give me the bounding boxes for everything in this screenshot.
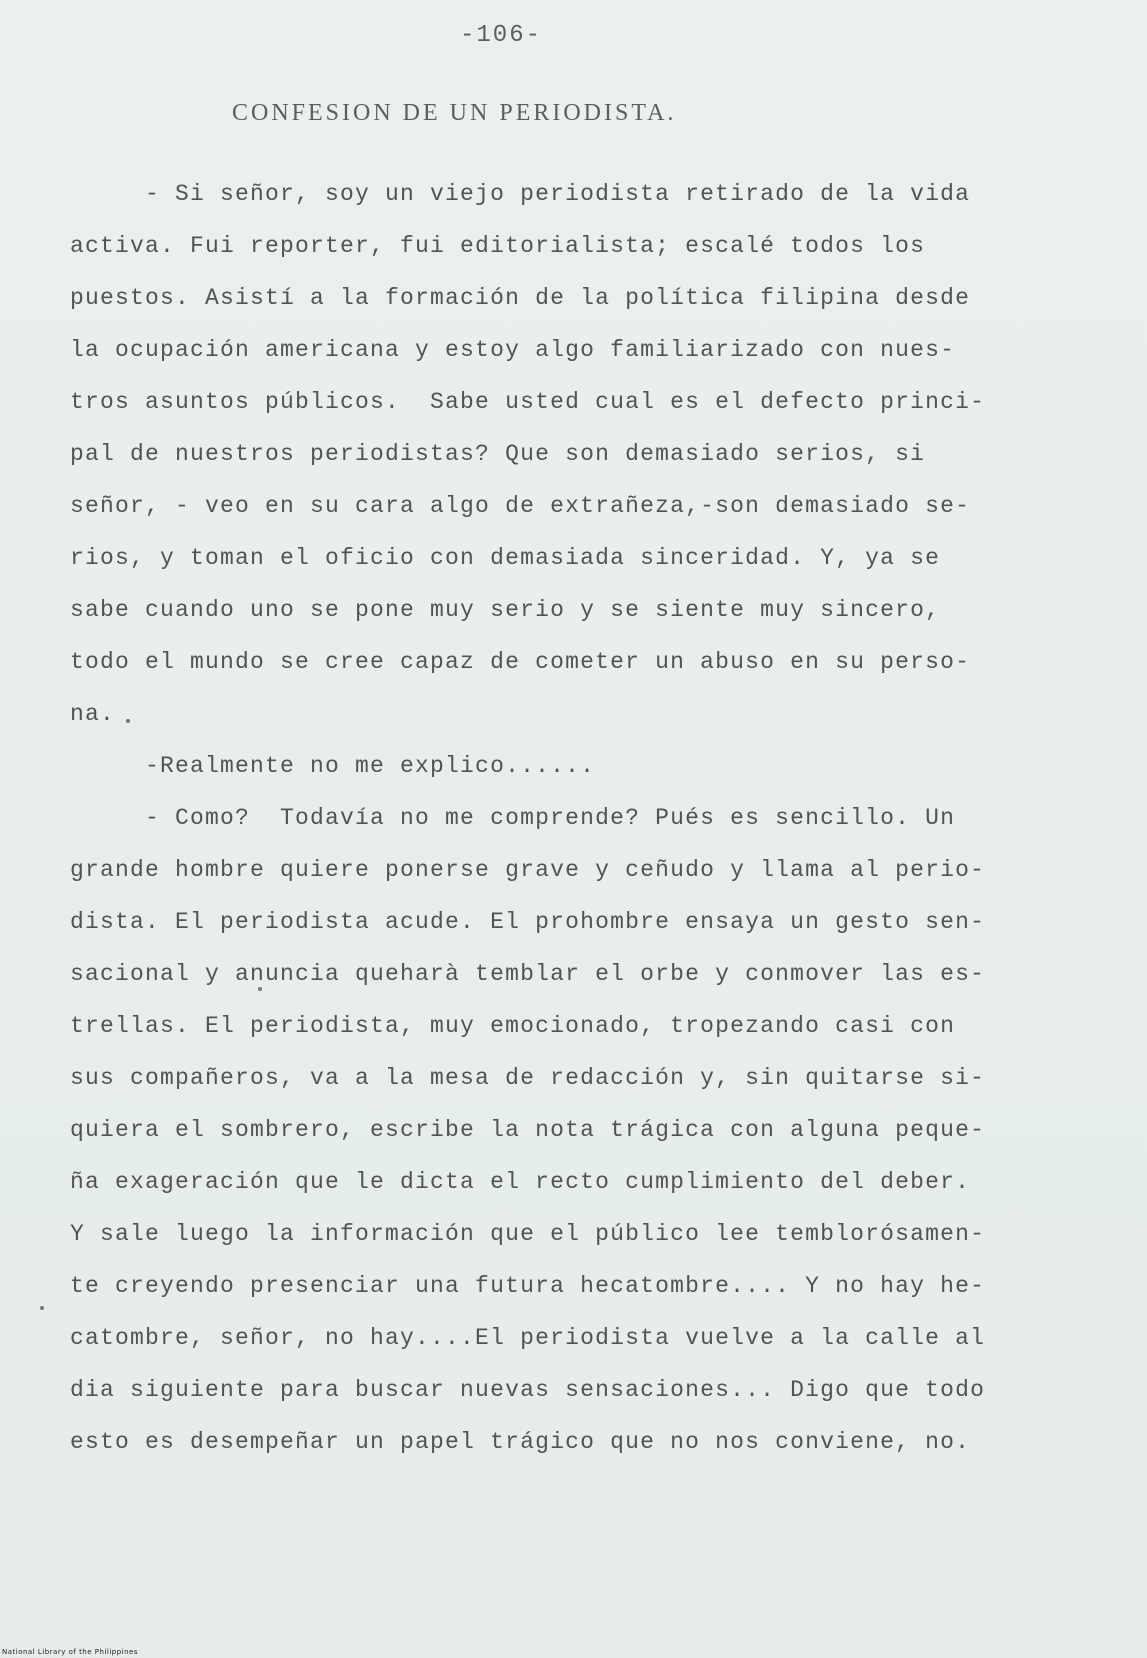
text-line: Y sale luego la información que el público lee temblorósamen-	[70, 1221, 986, 1247]
page-number: -106-	[460, 22, 543, 49]
text-line: te creyendo presenciar una futura hecatombre.... Y no hay he-	[70, 1273, 986, 1299]
text-line: la ocupación americana y estoy algo familiarizado con nues-	[70, 337, 956, 363]
text-line: sus compañeros, va a la mesa de redacción y, sin quitarse si-	[70, 1065, 986, 1091]
text-line: esto es desempeñar un papel trágico que no nos conviene, no.	[70, 1429, 971, 1455]
text-line: sabe cuando uno se pone muy serio y se siente muy sincero,	[70, 597, 941, 623]
text-line: tros asuntos públicos. Sabe usted cual es el defecto princi-	[70, 389, 986, 415]
text-line: ña exageración que le dicta el recto cumplimiento del deber.	[70, 1169, 971, 1195]
text-line: todo el mundo se cree capaz de cometer un abuso en su perso-	[70, 649, 971, 675]
text-line: pal de nuestros periodistas? Que son demasiado serios, si	[70, 441, 926, 467]
text-line: - Como? Todavía no me comprende? Pués es sencillo. Un	[70, 805, 956, 831]
text-line: puestos. Asistí a la formación de la política filipina desde	[70, 285, 971, 311]
text-line: sacional y anuncia queharà temblar el orbe y conmover las es-	[70, 961, 986, 987]
text-line: activa. Fui reporter, fui editorialista; escalé todos los	[70, 233, 926, 259]
text-line: rios, y toman el oficio con demasiada sinceridad. Y, ya se	[70, 545, 941, 571]
document-title: CONFESION DE UN PERIODISTA.	[232, 100, 677, 126]
text-line: catombre, señor, no hay....El periodista vuelve a la calle al	[70, 1325, 986, 1351]
text-line: señor, - veo en su cara algo de extrañeza,-son demasiado se-	[70, 493, 971, 519]
text-line: trellas. El periodista, muy emocionado, tropezando casi con	[70, 1013, 956, 1039]
text-line: dia siguiente para buscar nuevas sensaciones... Digo que todo	[70, 1377, 986, 1403]
paper-speck	[126, 719, 130, 723]
text-line: na.	[70, 701, 116, 727]
footer-credit: National Library of the Philippines	[2, 1648, 138, 1656]
text-line: quiera el sombrero, escribe la nota trágica con alguna peque-	[70, 1117, 986, 1143]
paper-speck	[40, 1306, 44, 1310]
text-line: - Si señor, soy un viejo periodista retirado de la vida	[70, 181, 971, 207]
text-line: -Realmente no me explico......	[70, 753, 596, 779]
text-line: grande hombre quiere ponerse grave y ceñudo y llama al perio-	[70, 857, 986, 883]
text-line: dista. El periodista acude. El prohombre ensaya un gesto sen-	[70, 909, 986, 935]
paper-speck	[258, 987, 262, 991]
